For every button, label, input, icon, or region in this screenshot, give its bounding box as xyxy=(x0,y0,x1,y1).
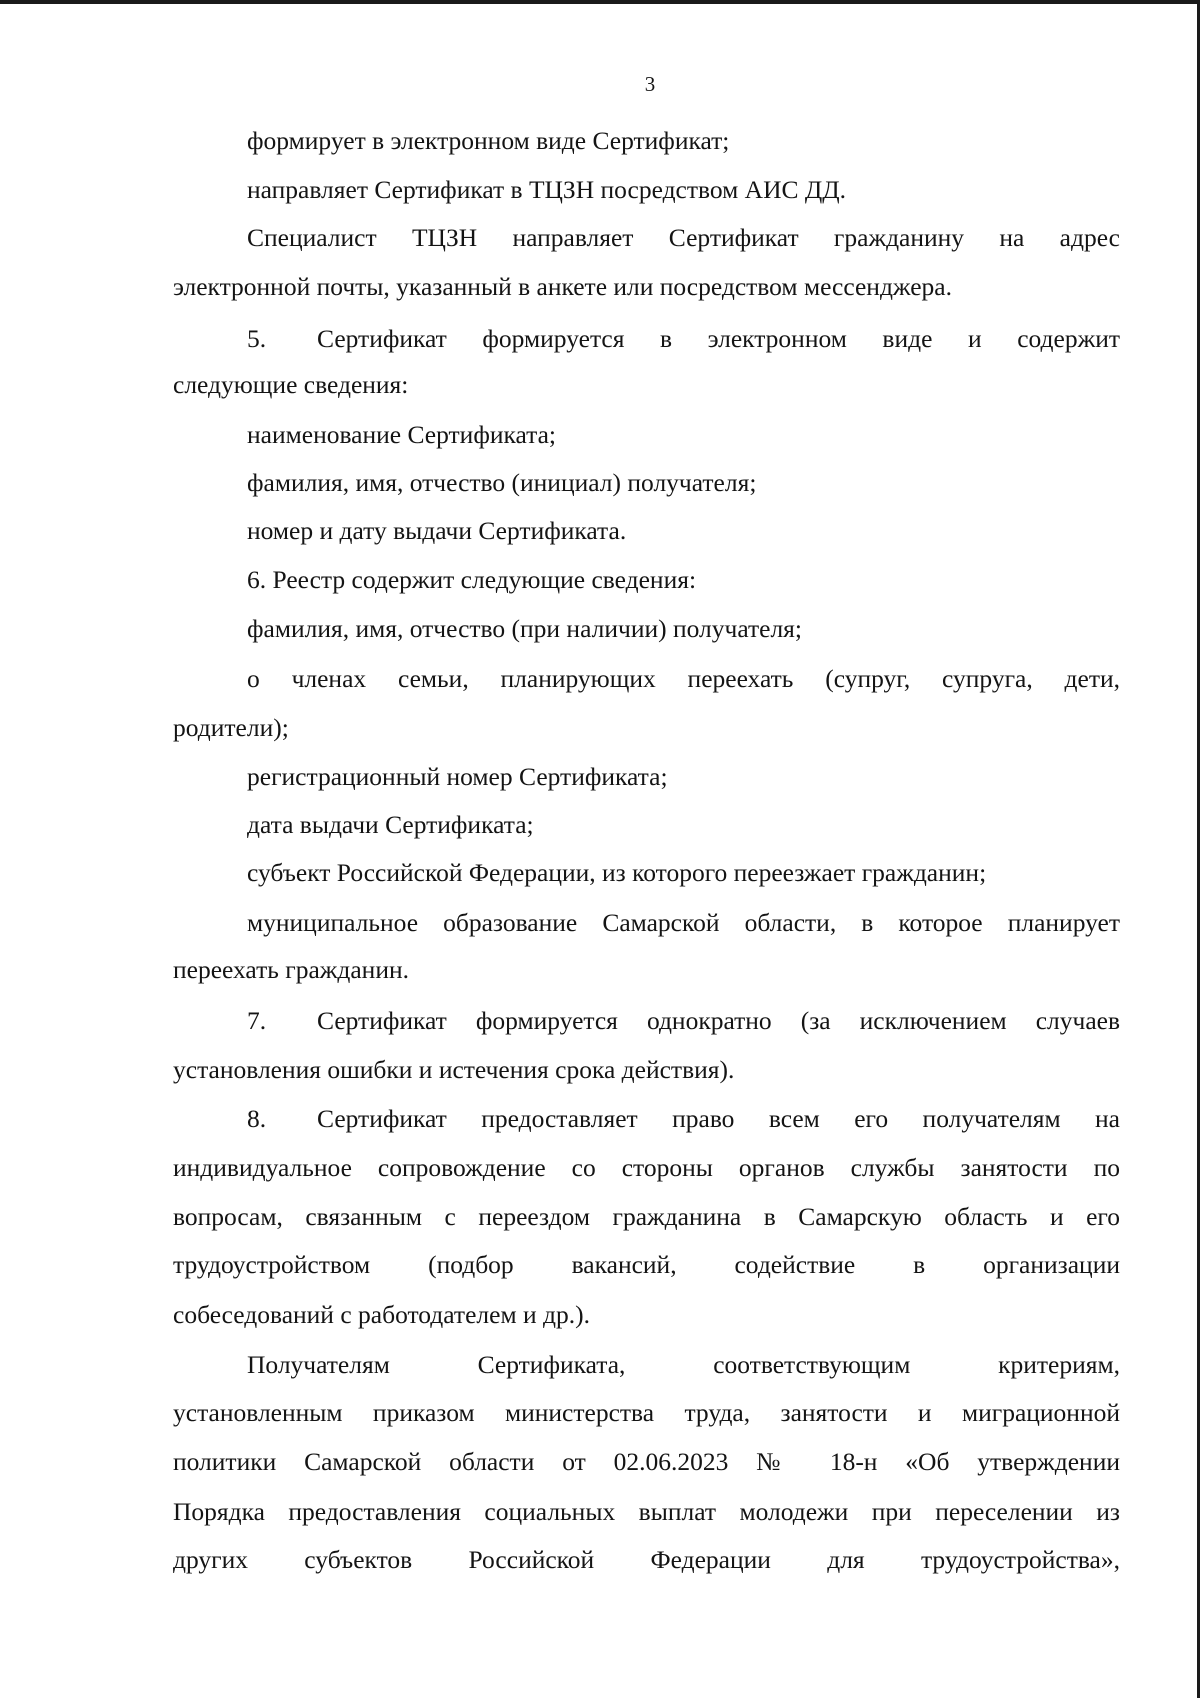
text-line: трудоустройством (подбор вакансий, содействие в организации xyxy=(173,1250,1120,1279)
item-number: 7. xyxy=(247,1006,267,1035)
text-line: регистрационный номер Сертификата; xyxy=(247,762,668,791)
text-line: Получателям Сертификата, соответствующим критериям, xyxy=(247,1350,1120,1379)
item-number: 5. xyxy=(247,324,267,353)
text-line: формирует в электронном виде Сертификат; xyxy=(247,126,730,155)
text-line: Порядка предоставления социальных выплат молодежи при переселении из xyxy=(173,1497,1120,1526)
text-line: Сертификат формируется однократно (за исключением случаев xyxy=(317,1006,1120,1035)
text-line: Сертификат предоставляет право всем его получателям на xyxy=(317,1104,1120,1133)
text-line: Сертификат формируется в электронном виде и содержит xyxy=(317,324,1120,353)
text-line: 6. Реестр содержит следующие сведения: xyxy=(247,565,697,594)
text-line: установленным приказом министерства труда, занятости и миграционной xyxy=(173,1398,1120,1427)
text-line: переехать гражданин. xyxy=(173,955,409,984)
text-line: следующие сведения: xyxy=(173,370,409,399)
text-line: электронной почты, указанный в анкете или посредством мессенджера. xyxy=(173,272,952,301)
text-line: дата выдачи Сертификата; xyxy=(247,810,534,839)
text-line: Специалист ТЦЗН направляет Сертификат гражданину на адрес xyxy=(247,223,1120,252)
text-line: фамилия, имя, отчество (инициал) получателя; xyxy=(247,468,757,497)
text-line: индивидуальное сопровождение со стороны органов службы занятости по xyxy=(173,1153,1120,1182)
item-number: 8. xyxy=(247,1104,267,1133)
text-line: наименование Сертификата; xyxy=(247,420,557,449)
text-line: субъект Российской Федерации, из которого переезжает гражданин; xyxy=(247,858,987,887)
text-line: политики Самарской области от 02.06.2023 № 18-н «Об утверждении xyxy=(173,1447,1120,1476)
text-line: муниципальное образование Самарской области, в которое планирует xyxy=(247,908,1120,937)
scan-border-top xyxy=(0,0,1200,4)
text-line: родители); xyxy=(173,713,289,742)
text-line: вопросам, связанным с переездом гражданина в Самарскую область и его xyxy=(173,1202,1120,1231)
text-line: собеседований с работодателем и др.). xyxy=(173,1300,590,1329)
text-line: установления ошибки и истечения срока действия). xyxy=(173,1055,735,1084)
text-line: других субъектов Российской Федерации для трудоустройства», xyxy=(173,1545,1120,1574)
text-line: о членах семьи, планирующих переехать (супруг, супруга, дети, xyxy=(247,664,1120,693)
text-line: фамилия, имя, отчество (при наличии) получателя; xyxy=(247,614,802,643)
page-number: 3 xyxy=(644,72,656,96)
text-line: направляет Сертификат в ТЦЗН посредством АИС ДД. xyxy=(247,175,847,204)
text-line: номер и дату выдачи Сертификата. xyxy=(247,516,627,545)
